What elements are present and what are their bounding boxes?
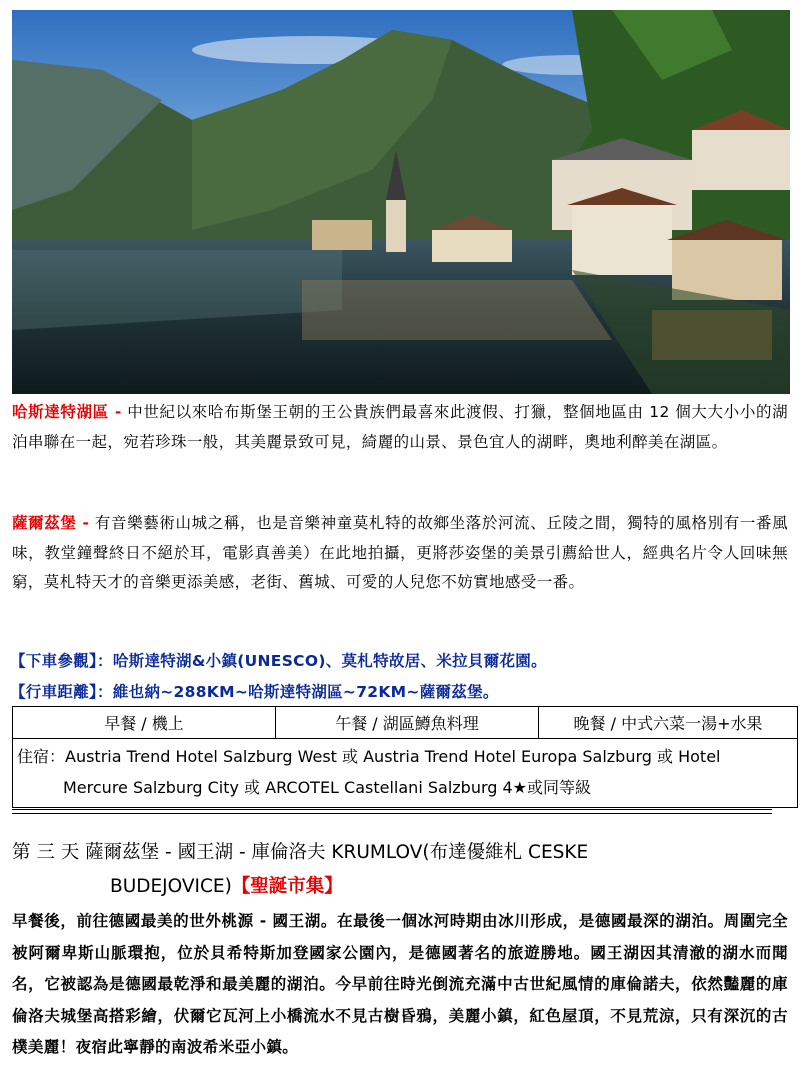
day3-title-line2: BUDEJOVICE) [110,876,232,897]
stay-line-2: Mercure Salzburg City 或 ARCOTEL Castellani Salzburg 4★或同等級 [63,778,592,797]
section-hallstatt [12,398,788,457]
visit-info: 【下車參觀】：哈斯達特湖&小鎮(UNESCO)、莫札特故居、米拉貝爾花園。 [10,652,547,670]
section-salzburg-body: 有音樂藝術山城之稱，也是音樂神童莫札特的故鄉坐落於河流、丘陵之間，獨特的風格別有一番風味，教堂鐘聲終日不絕於耳，電影真善美）在此地拍攝，更將莎姿堡的美景引薦給世人，經典名片令人回味無窮，莫札特天才的音樂更添美感，老街、舊城、可愛的人兒您不妨實地感受一番。 [12,514,789,591]
section-salzburg-title: 薩爾茲堡 - [12,514,90,532]
meals-row [13,707,798,739]
hallstatt-photo [12,10,790,394]
lunch-cell: 午餐 / 湖區鱒魚料理 [276,707,539,739]
day3-tag: 【聖誕市集】 [231,876,343,897]
stay-cell [13,739,798,808]
section-hallstatt-body: 中世紀以來哈布斯堡王朝的王公貴族們最喜來此渡假、打獵，整個地區由 12 個大大小小的湖泊串聯在一起，宛若珍珠一般，其美麗景致可見，綺麗的山景、景色宜人的湖畔，奧地利醉美在湖區。 [12,403,788,451]
meals-table [12,706,798,808]
stay-row [13,739,798,808]
day3-description: 早餐後，前往德國最美的世外桃源 - 國王湖。在最後一個冰河時期由冰川形成，是德國最深的湖泊。周圍完全被阿爾卑斯山脈環抱，位於貝希特斯加登國家公園內，是德國著名的旅遊勝地。國王湖因其清澈的湖水而聞名，它被認為是德國最乾淨和最美麗的湖泊。今早前往時光倒流充滿中古世紀風情的庫倫諾夫，依然豔麗的庫倫洛夫城堡高搭彩繪，伏爾它瓦河上小橋流水不見古樹昏鴉，美麗小鎮，紅色屋頂，不見荒涼，只有深沉的古樸美麗！夜宿此寧靜的南波希米亞小鎮。 [12,912,788,1056]
section-salzburg [12,509,788,598]
section-hallstatt-title: 哈斯達特湖區 - [12,403,122,421]
double-divider-top [12,809,772,810]
double-divider-bottom [12,813,772,814]
distance-info: 【行車距離】：維也納~288KM~哈斯達特湖區~72KM~薩爾茲堡。 [10,683,499,701]
stay-line-1: 住宿：Austria Trend Hotel Salzburg West 或 Austria Trend Hotel Europa Salzburg 或 Hotel [17,747,721,766]
breakfast-cell: 早餐 / 機上 [13,707,276,739]
day3-title-line2-wrap [12,870,792,904]
day3-heading [12,836,792,904]
dinner-cell: 晚餐 / 中式六菜一湯+水果 [539,707,798,739]
day3-title-line1: 第 三 天 薩爾茲堡 - 國王湖 - 庫倫洛夫 KRUMLOV(布達優維札 CESKE [12,842,589,863]
